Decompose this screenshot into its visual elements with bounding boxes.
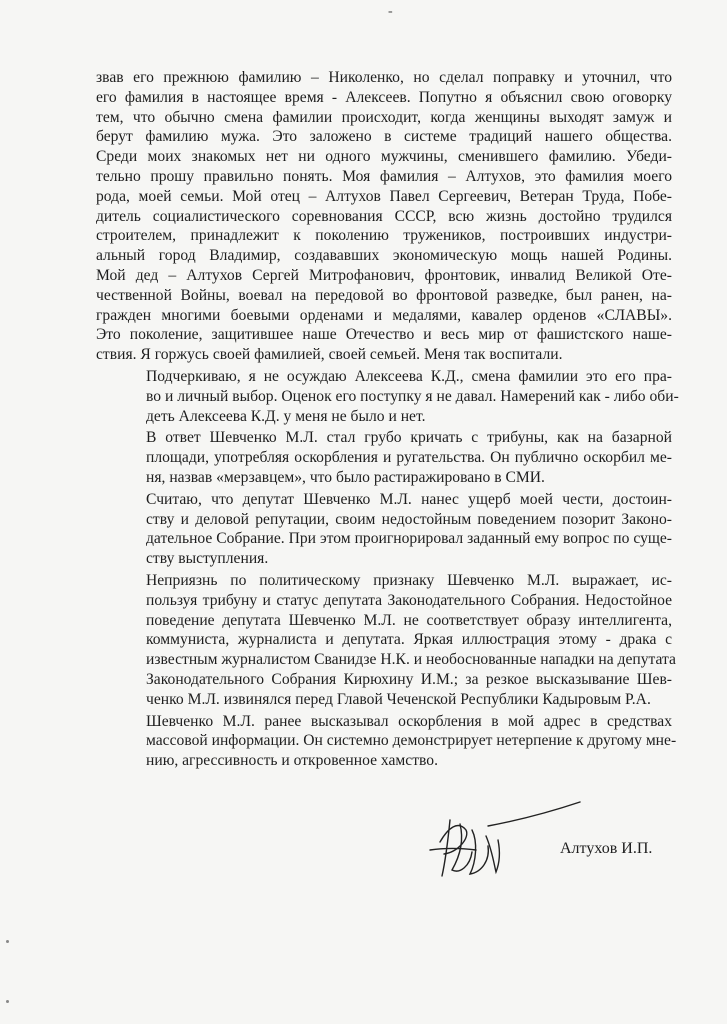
text-line: Мой дед – Алтухов Сергей Митрофанович, фронтовик, инвалид Великой Оте- [96,266,672,284]
paragraph [96,571,676,710]
paragraph [96,428,672,487]
paragraph [96,367,679,426]
text-line: чественной Войны, воевал на передовой во фронтовой разведке, был ранен, на- [96,286,672,304]
letter-body [96,68,679,773]
scan-speck [6,1000,9,1003]
text-line: дательное Собрание. При этом проигнорировал заданный ему вопрос по суще- [146,530,672,548]
text-line: ствия. Я горжусь своей фамилией, своей семьей. Меня так воспитали. [96,346,563,364]
text-line: ству и деловой репутации, своим недостойным поведением позорит Законо- [146,510,672,528]
text-line: строителем, принадлежит к поколению тружеников, построивших индустри- [96,227,672,245]
text-line: известным журналистом Сванидзе Н.К. и необоснованные нападки на депутата [146,651,676,669]
handwritten-signature [400,790,700,890]
text-line: коммуниста, журналиста и депутата. Яркая иллюстрация этому - драка с [146,631,672,649]
author-name: Алтухов И.П. [560,840,653,857]
text-line: Законодательного Собрания Кирюхину И.М.; за резкое высказывание Шев- [146,670,672,688]
top-mark: - [388,4,393,19]
text-line: Это поколение, защитившее наше Отечество и весь мир от фашистского наше- [96,326,672,344]
text-line: во и личный выбор. Оценок его поступку я не давал. Намерений как - либо оби- [146,387,679,405]
text-line: гражден многими боевыми орденами и медалями, кавалер орденов «СЛАВЫ». [96,306,672,324]
text-line: берут фамилию мужа. Это заложено в системе традиций нашего общества. [96,128,672,146]
paragraph [96,68,672,365]
text-line: тем, что обычно смена фамилии происходит, когда женщины выходят замуж и [96,108,672,126]
text-line: Шевченко М.Л. ранее высказывал оскорбления в мой адрес в средствах [146,712,672,730]
paragraph [96,712,677,771]
text-line: ству выступления. [146,550,269,568]
text-line: дитель социалистического соревнования СССР, всю жизнь достойно трудился [96,207,672,225]
text-line: Неприязнь по политическому признаку Шевченко М.Л. выражает, ис- [146,571,672,589]
text-line: его фамилия в настоящее время - Алексеев. Попутно я объяснил свою оговорку [96,88,672,106]
text-line: массовой информации. Он системно демонстрирует нетерпение к другому мне- [146,732,677,750]
text-line: Среди моих знакомых нет ни одного мужчины, сменившего фамилию. Убеди- [96,148,672,166]
signature-block [400,790,700,890]
text-line: Считаю, что депутат Шевченко М.Л. нанес ущерб моей чести, достоин- [146,490,672,508]
text-line: поведение депутата Шевченко М.Л. не соответствует образу интеллигента, [146,611,672,629]
scan-speck [6,940,9,943]
text-line: звав его прежнюю фамилию – Николенко, но сделал поправку и уточнил, что [96,69,672,86]
text-line: альный город Владимир, создававших экономическую мощь нашей Родины. [96,247,672,265]
text-line: Подчеркиваю, я не осуждаю Алексеева К.Д., смена фамилии это его пра- [146,367,672,385]
text-line: деть Алексеева К.Д. у меня не было и нет. [146,407,426,425]
text-line: нию, агрессивность и откровенное хамство. [146,752,438,770]
text-line: рода, моей семьи. Мой отец – Алтухов Павел Сергеевич, Ветеран Труда, Побе- [96,187,672,205]
text-line: В ответ Шевченко М.Л. стал грубо кричать с трибуны, как на базарной [146,429,672,447]
text-line: ня, назвав «мерзавцем», что было растиражировано в СМИ. [146,468,545,486]
text-line: площади, употребляя оскорбления и ругательства. Он публично оскорбил ме- [146,449,672,467]
text-line: ченко М.Л. извинялся перед Главой Чеченской Республики Кадыровым Р.А. [146,690,651,708]
text-line: пользуя трибуну и статус депутата Законодательного Собрания. Недостойное [146,591,672,609]
text-line: тельно прошу правильно понять. Моя фамилия – Алтухов, это фамилия моего [96,167,672,185]
paragraph [96,490,672,569]
